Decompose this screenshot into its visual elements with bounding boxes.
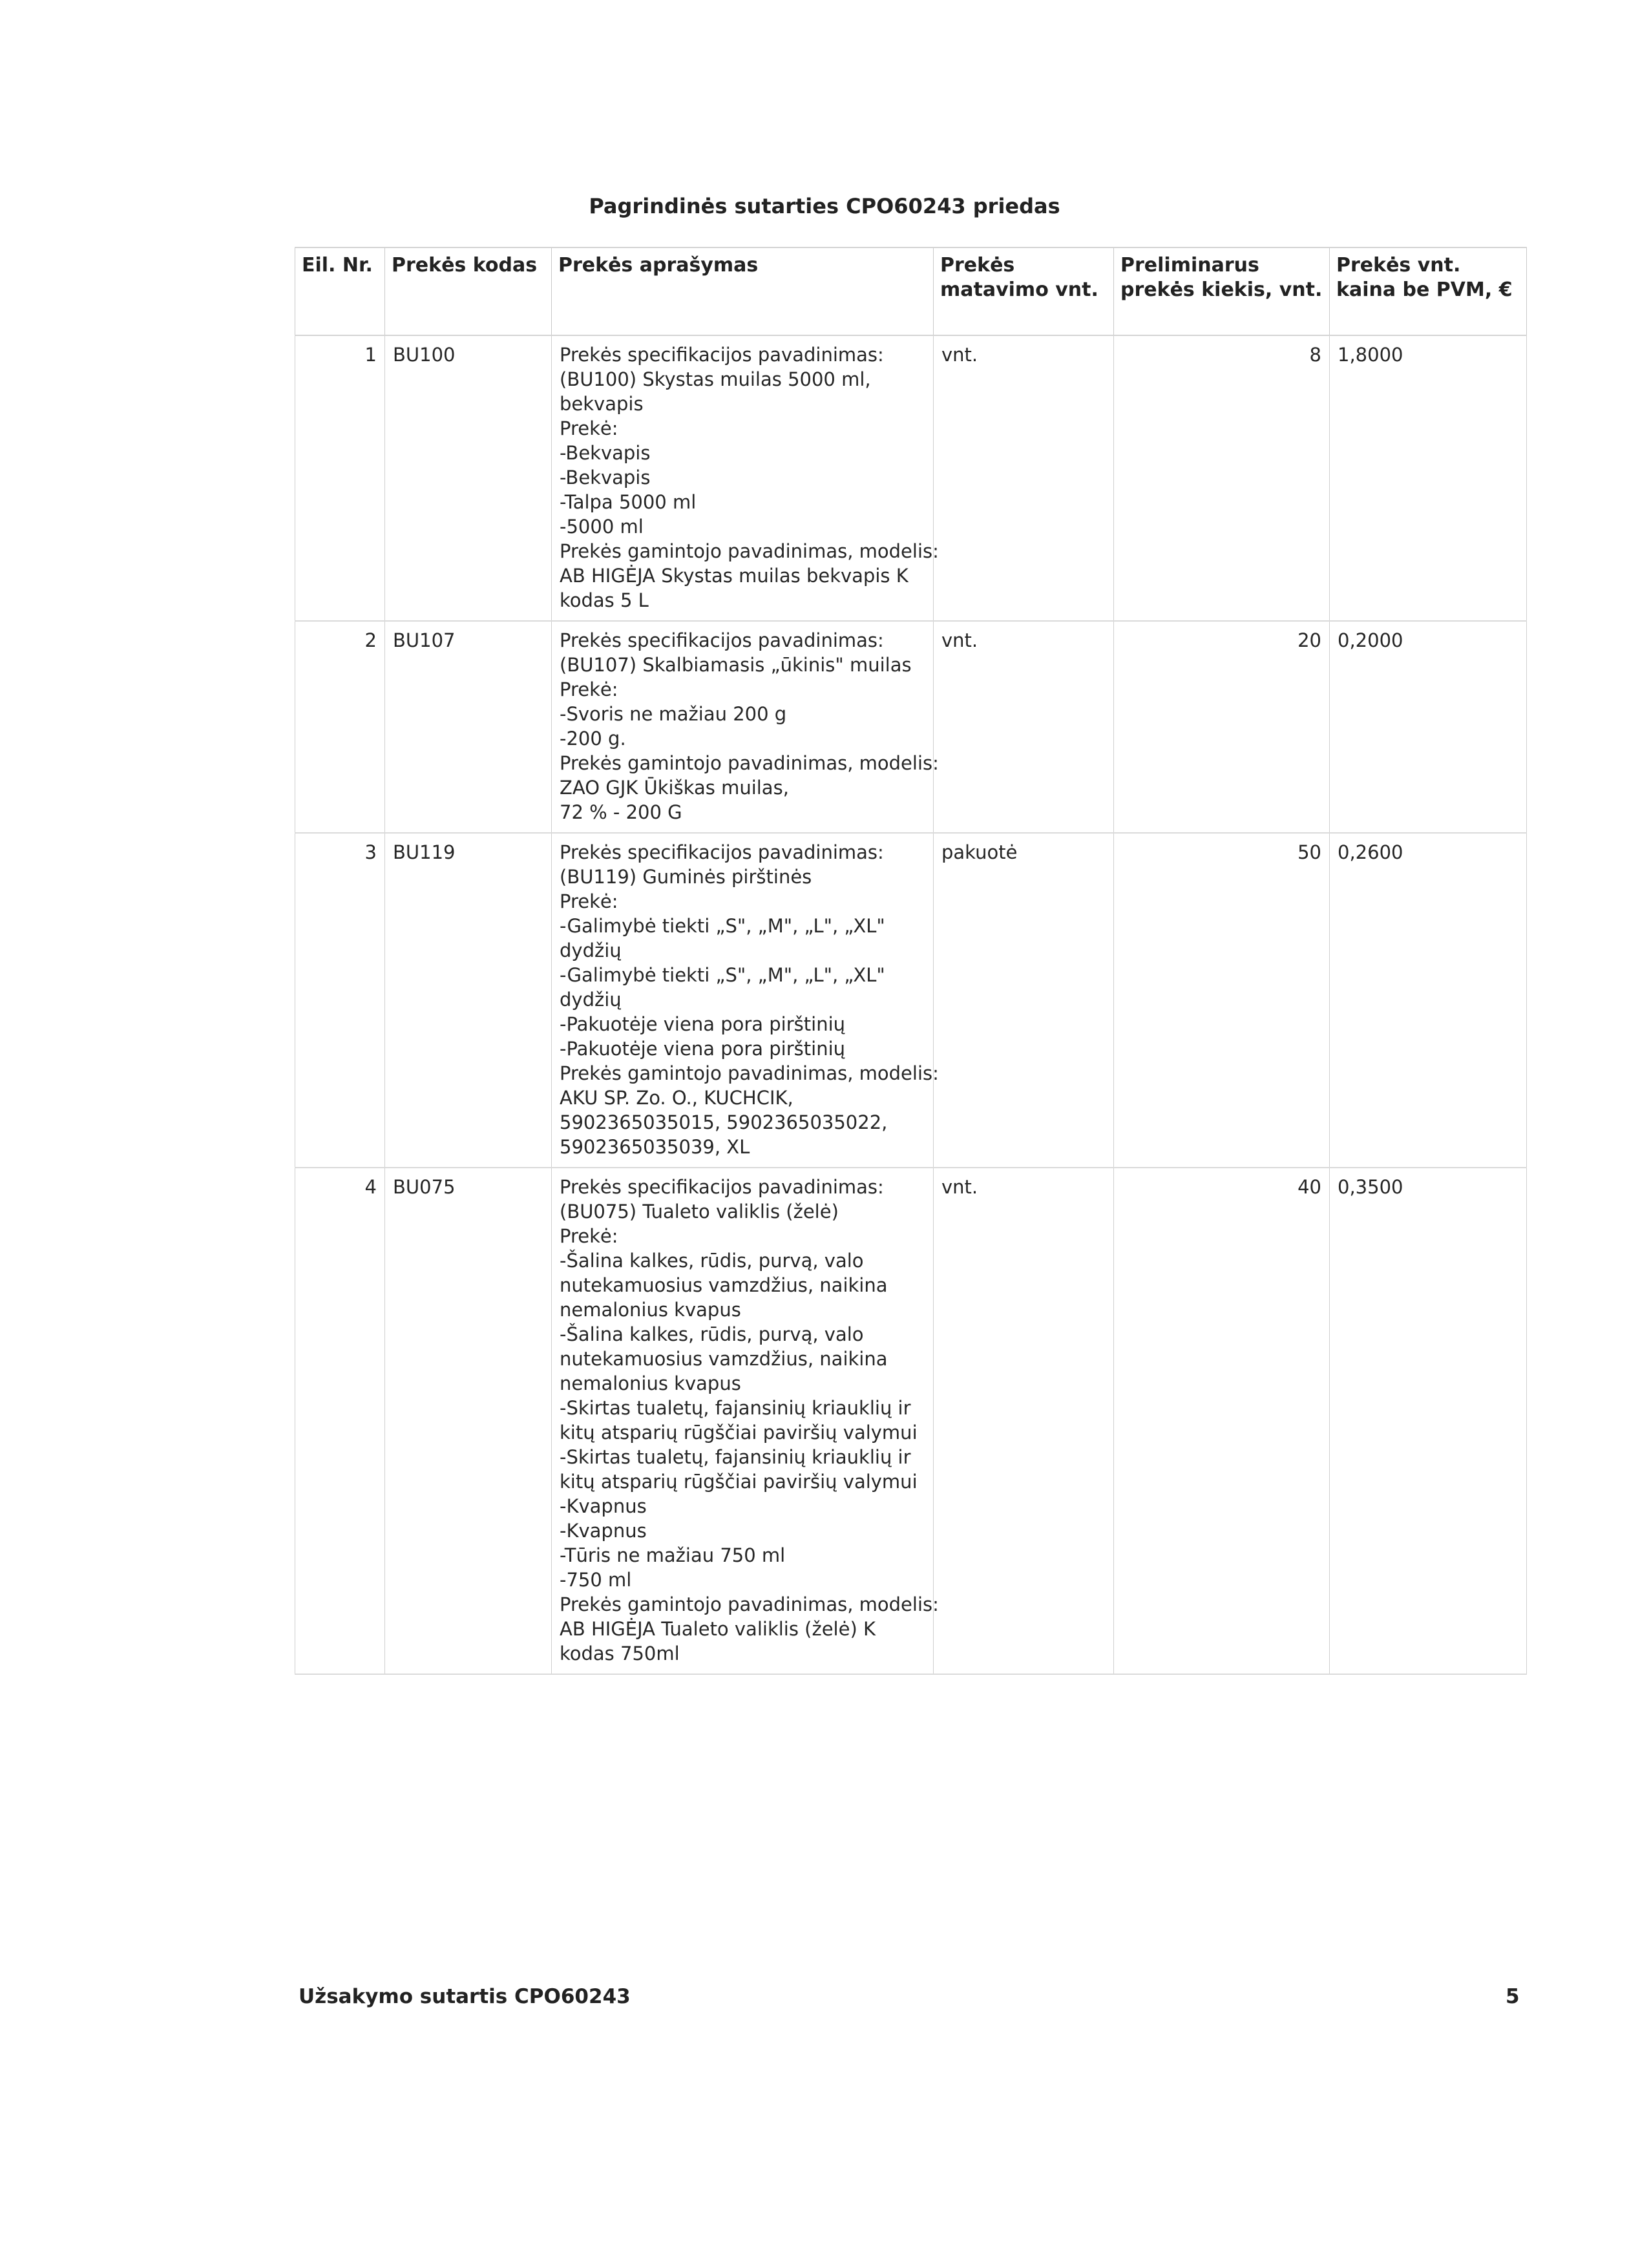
row-quantity: 8 xyxy=(1114,335,1330,621)
description-line: dydžių xyxy=(560,989,622,1011)
row-quantity: 50 xyxy=(1114,833,1330,1168)
description-line: -750 ml xyxy=(560,1569,632,1591)
description-line: kitų atsparių rūgščiai paviršių valymui xyxy=(560,1471,918,1493)
row-price: 1,8000 xyxy=(1330,335,1527,621)
row-price: 0,2600 xyxy=(1330,833,1527,1168)
row-unit: vnt. xyxy=(934,335,1114,621)
description-line: dydžių xyxy=(560,940,622,961)
description-line: AKU SP. Zo. O., KUCHCIK, xyxy=(560,1087,793,1109)
description-line: AB HIGĖJA Tualeto valiklis (želė) K xyxy=(560,1618,876,1640)
description-line: Prekės gamintojo pavadinimas, modelis: xyxy=(560,1062,939,1084)
row-description xyxy=(552,621,939,833)
description-line: Prekė: xyxy=(560,1225,618,1247)
description-line: -Svoris ne mažiau 200 g xyxy=(560,703,787,725)
description-line: -Skirtas tualetų, fajansinių kriauklių ir xyxy=(560,1397,911,1419)
description-line: -Bekvapis xyxy=(560,467,651,488)
description-line: (BU100) Skystas muilas 5000 ml, xyxy=(560,368,871,390)
description-line: nemalonius kvapus xyxy=(560,1299,741,1321)
description-line: Prekė: xyxy=(560,678,618,700)
description-line: -Skirtas tualetų, fajansinių kriauklių ir xyxy=(560,1446,911,1468)
description-line: (BU107) Skalbiamasis „ūkinis" muilas xyxy=(560,654,912,676)
header-nr: Eil. Nr. xyxy=(295,247,385,335)
row-quantity: 20 xyxy=(1114,621,1330,833)
header-quantity: Preliminarus prekės kiekis, vnt. xyxy=(1114,247,1330,335)
description-line: kodas 5 L xyxy=(560,589,649,611)
description-line: Prekės specifikacijos pavadinimas: xyxy=(560,841,884,863)
row-nr: 4 xyxy=(295,1168,385,1674)
description-line: -Galimybė tiekti „S", „M", „L", „XL" xyxy=(560,915,885,937)
description-line: -Pakuotėje viena pora pirštinių xyxy=(560,1038,846,1060)
description-line: Prekės specifikacijos pavadinimas: xyxy=(560,344,884,366)
description-line: (BU119) Guminės pirštinės xyxy=(560,866,812,888)
description-line: Prekė: xyxy=(560,890,618,912)
description-line: -Kvapnus xyxy=(560,1520,647,1542)
header-code: Prekės kodas xyxy=(385,247,552,335)
description-line: Prekė: xyxy=(560,417,618,439)
row-code: BU119 xyxy=(385,833,552,1168)
row-unit: vnt. xyxy=(934,621,1114,833)
footer-contract-label: Užsakymo sutartis CPO60243 xyxy=(299,1985,631,2008)
description-line: 72 % - 200 G xyxy=(560,801,682,823)
description-line: -Šalina kalkes, rūdis, purvą, valo xyxy=(560,1323,864,1345)
description-line: nemalonius kvapus xyxy=(560,1372,741,1394)
table-row xyxy=(295,335,1527,621)
row-nr: 3 xyxy=(295,833,385,1168)
description-line: -Talpa 5000 ml xyxy=(560,491,697,513)
row-description xyxy=(552,1168,939,1674)
header-description: Prekės aprašymas xyxy=(552,247,934,335)
description-line: -5000 ml xyxy=(560,516,644,538)
header-price: Prekės vnt. kaina be PVM, € xyxy=(1330,247,1527,335)
description-line: Prekės specifikacijos pavadinimas: xyxy=(560,629,884,651)
row-unit: vnt. xyxy=(934,1168,1114,1674)
description-line: kitų atsparių rūgščiai paviršių valymui xyxy=(560,1422,918,1444)
description-line: -Tūris ne mažiau 750 ml xyxy=(560,1544,786,1566)
description-line: -Bekvapis xyxy=(560,442,651,464)
table-row xyxy=(295,1168,1527,1674)
description-line: -Pakuotėje viena pora pirštinių xyxy=(560,1013,846,1035)
table-row xyxy=(295,833,1527,1168)
description-line: -200 g. xyxy=(560,728,626,750)
row-code: BU100 xyxy=(385,335,552,621)
description-line: 5902365035039, XL xyxy=(560,1136,750,1158)
table-row xyxy=(295,621,1527,833)
table-header-row xyxy=(295,247,1527,335)
description-line: bekvapis xyxy=(560,393,644,415)
description-line: (BU075) Tualeto valiklis (želė) xyxy=(560,1201,839,1223)
row-price: 0,3500 xyxy=(1330,1168,1527,1674)
items-table xyxy=(295,247,1527,1675)
row-unit: pakuotė xyxy=(934,833,1114,1168)
description-line: Prekės specifikacijos pavadinimas: xyxy=(560,1176,884,1198)
description-line: nutekamuosius vamzdžius, naikina xyxy=(560,1274,888,1296)
description-line: ZAO GJK Ūkiškas muilas, xyxy=(560,777,789,799)
description-line: 5902365035015, 5902365035022, xyxy=(560,1111,888,1133)
row-nr: 1 xyxy=(295,335,385,621)
description-line: AB HIGĖJA Skystas muilas bekvapis K xyxy=(560,565,909,587)
description-line: nutekamuosius vamzdžius, naikina xyxy=(560,1348,888,1370)
description-line: Prekės gamintojo pavadinimas, modelis: xyxy=(560,1593,939,1615)
row-code: BU075 xyxy=(385,1168,552,1674)
row-quantity: 40 xyxy=(1114,1168,1330,1674)
row-price: 0,2000 xyxy=(1330,621,1527,833)
header-unit: Prekės matavimo vnt. xyxy=(934,247,1114,335)
description-line: -Šalina kalkes, rūdis, purvą, valo xyxy=(560,1250,864,1272)
description-line: Prekės gamintojo pavadinimas, modelis: xyxy=(560,540,939,562)
table-body xyxy=(295,335,1527,1674)
row-description xyxy=(552,833,939,1168)
page-title: Pagrindinės sutarties CPO60243 priedas xyxy=(589,194,1060,218)
description-line: -Galimybė tiekti „S", „M", „L", „XL" xyxy=(560,964,885,986)
description-line: kodas 750ml xyxy=(560,1643,680,1664)
description-line: -Kvapnus xyxy=(560,1495,647,1517)
row-description xyxy=(552,335,939,621)
row-nr: 2 xyxy=(295,621,385,833)
row-code: BU107 xyxy=(385,621,552,833)
footer-page-number: 5 xyxy=(1506,1985,1520,2008)
description-line: Prekės gamintojo pavadinimas, modelis: xyxy=(560,752,939,774)
